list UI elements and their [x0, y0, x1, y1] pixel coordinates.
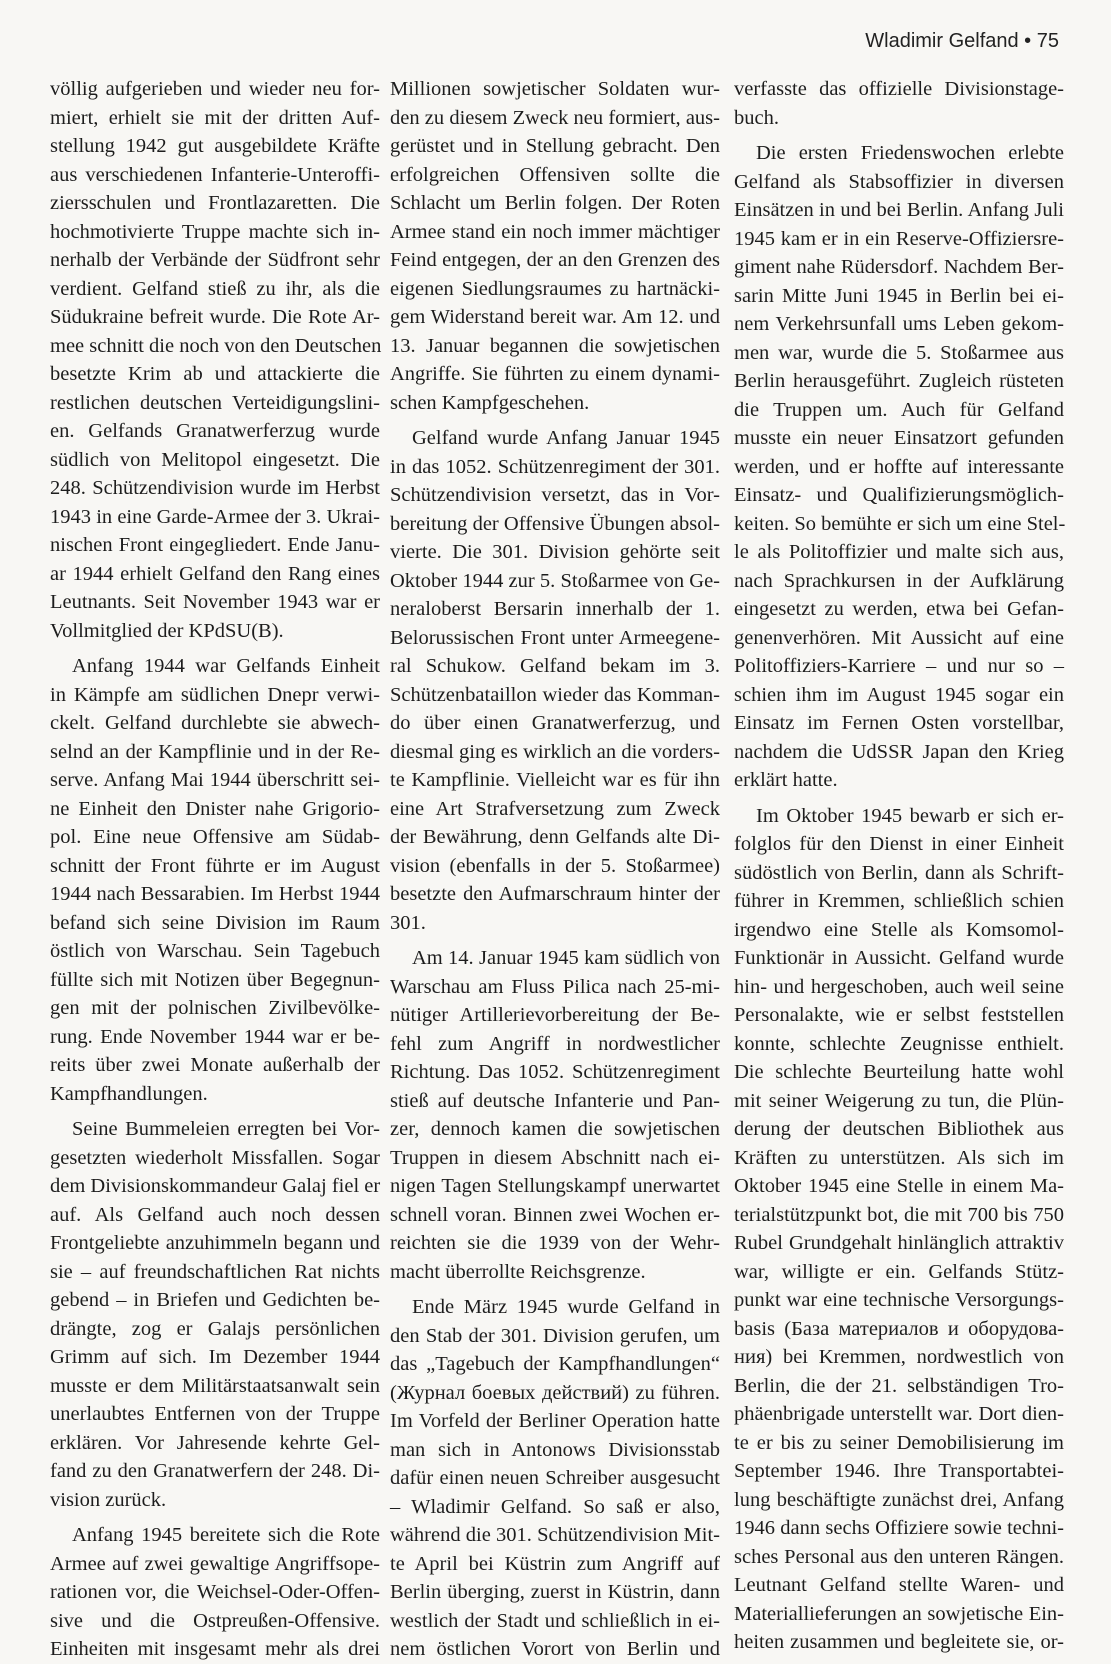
text-line: nach Sprachkursen in der Aufklärung	[734, 569, 1064, 592]
text-line: besetzte den Aufmarschraum hinter der	[390, 883, 720, 905]
text-line: eigenen Siedlungsraumes zu hartnäcki-	[390, 277, 720, 300]
text-line: Leutnant Gelfand stellte Waren- und	[734, 1574, 1064, 1596]
text-line: bereitung der Offensive Übungen absol-	[390, 512, 720, 535]
paragraph-gap	[734, 132, 1064, 139]
paragraph	[734, 75, 1064, 132]
text-line: östlich von Warschau. Sein Tagebuch	[50, 940, 380, 962]
text-line: te er bis zu seiner Demobilisierung im	[734, 1431, 1064, 1454]
text-line: hin- und hergeschoben, auch weil seine	[734, 975, 1064, 998]
text-line: konnte, schlechte Zeugnisse enthielt.	[734, 1032, 1064, 1055]
text-line: dafür einen neuen Schreiber ausgesucht	[390, 1467, 720, 1489]
text-line: verfasste das offizielle Divisionstage-	[734, 78, 1064, 100]
text-line: nütiger Artillerievorbereitung der Be-	[390, 1004, 720, 1026]
text-line: auf. Als Gelfand auch noch dessen	[50, 1203, 380, 1226]
text-line: vierte. Die 301. Division gehörte seit	[390, 541, 720, 563]
text-line: sarin Mitte Juni 1945 in Berlin bei ei-	[734, 284, 1064, 307]
text-line: Einheiten mit insgesamt mehr als drei	[50, 1638, 380, 1660]
text-line: nachdem die UdSSR Japan den Krieg	[734, 740, 1064, 763]
text-line: den zu diesem Zweck neu formiert, aus-	[390, 106, 720, 129]
text-line: die Truppen um. Auch für Gelfand	[734, 398, 1064, 421]
text-line: Rubel Grundgehalt hinlänglich attraktiv	[734, 1232, 1064, 1254]
text-line: nischen Front eingegliedert. Ende Janu-	[50, 534, 380, 556]
text-line: lung beschäftigte zunächst drei, Anfang	[734, 1488, 1064, 1511]
text-line: rung. Ende November 1944 war er be-	[50, 1025, 380, 1048]
paragraph	[390, 75, 720, 417]
text-line: führer in Kremmen, schließlich schien	[734, 890, 1064, 912]
text-line: Politoffiziers-Karriere – und nur so –	[734, 655, 1064, 677]
text-line: Schützenbataillon wieder das Komman-	[390, 683, 720, 706]
paragraph	[390, 424, 720, 937]
text-line: keiten. So bemühte er sich um eine Stel-	[734, 512, 1066, 535]
text-line: macht überrollte Reichsgrenze.	[390, 1260, 646, 1283]
text-line: Einsatz- und Qualifizierungsmöglich-	[734, 484, 1064, 506]
text-line: Schützendivision versetzt, das in Vor-	[390, 484, 720, 506]
text-line: man sich in Antonows Divisionsstab	[390, 1438, 720, 1461]
text-line: in das 1052. Schützenregiment der 301.	[390, 455, 720, 478]
paragraph	[50, 1115, 380, 1514]
text-line: reichten sie die 1939 von der Wehr-	[390, 1232, 720, 1254]
text-line: 13. Januar begannen die sowjetischen	[390, 334, 720, 357]
text-line: terialstützpunkt bot, die mit 700 bis 750	[734, 1203, 1064, 1226]
text-line: Berlin überging, zuerst in Küstrin, dann	[390, 1581, 720, 1603]
paragraph	[50, 75, 380, 645]
text-line: gen mit der polnischen Zivilbevölke-	[50, 997, 380, 1019]
text-line: vision (ebenfalls in der 5. Stoßarmee)	[390, 854, 720, 877]
text-line: werden, und er hoffte auf interessante	[734, 455, 1064, 478]
text-line: Frontgeliebte anzuhimmeln begann und	[50, 1232, 380, 1254]
text-line: Die ersten Friedenswochen erlebte	[756, 142, 1064, 164]
paragraph-gap	[390, 1286, 720, 1293]
paragraph	[50, 1521, 380, 1664]
text-line: zer, dennoch kamen die sowjetischen	[390, 1118, 720, 1140]
text-line: unerlaubtes Entfernen von der Truppe	[50, 1403, 380, 1425]
text-line: Kräften zu unterstützen. Als sich im	[734, 1146, 1064, 1169]
text-line: fehl zum Angriff in nordwestlicher	[390, 1032, 720, 1055]
text-line: Gelfand als Stabsoffizier in diversen	[734, 170, 1064, 193]
text-line: nem östlichen Vorort von Berlin und	[390, 1638, 720, 1660]
text-line: nigen Tagen Stellungskampf unerwartet	[390, 1175, 720, 1197]
text-line: restlichen deutschen Verteidigungslini-	[50, 391, 380, 414]
text-line: basis (База материалов и оборудова-	[734, 1317, 1064, 1340]
text-line: dem Divisionskommandeur Galaj fiel er	[50, 1175, 381, 1197]
text-line: rationen vor, die Weichsel-Oder-Offen-	[50, 1581, 380, 1603]
text-line: vision zurück.	[50, 1488, 167, 1511]
text-line: ar 1944 erhielt Gelfand den Rang eines	[50, 562, 380, 585]
text-line: en. Gelfands Granatwerferzug wurde	[50, 420, 380, 442]
text-line: serve. Anfang Mai 1944 überschritt sei-	[50, 769, 380, 791]
text-line: Gelfand wurde Anfang Januar 1945	[412, 427, 720, 449]
text-line: war, willigte er ein. Gelfands Stütz-	[734, 1260, 1064, 1283]
text-line: le als Politoffizier und malte sich aus,	[734, 541, 1064, 563]
text-line: Warschau am Fluss Pilica nach 25-mi-	[390, 975, 720, 998]
text-line: 1945 kam er in ein Reserve-Offiziersre-	[734, 227, 1064, 250]
text-line: ne Einheit den Dnister nahe Grigorio-	[50, 797, 380, 820]
text-line: Oktober 1945 eine Stelle in einem Ma-	[734, 1175, 1064, 1197]
text-line: musste er dem Militärstaatsanwalt sein	[50, 1374, 380, 1397]
text-line: punkt war eine technische Versorgungs-	[734, 1289, 1064, 1311]
text-line: erklärt hatte.	[734, 769, 838, 791]
text-line: derung der deutschen Bibliothek aus	[734, 1118, 1064, 1140]
text-line: gerüstet und in Stellung gebracht. Den	[390, 135, 720, 157]
text-line: ния) bei Kremmen, nordwestlich von	[734, 1346, 1064, 1368]
text-line: 1944 nach Bessarabien. Im Herbst 1944	[50, 883, 380, 905]
text-line: ckelt. Gelfand durchlebte sie abwech-	[50, 712, 380, 734]
text-line: Kampfhandlungen.	[50, 1082, 208, 1105]
text-line: Am 14. Januar 1945 kam südlich von	[412, 947, 720, 969]
text-line: do über einen Granatwerferzug, und	[390, 712, 720, 734]
text-line: fand zu den Granatwerfern der 248. Di-	[50, 1460, 380, 1482]
paragraph	[390, 944, 720, 1286]
text-line: Einsätzen in und bei Berlin. Anfang Juli	[734, 199, 1064, 221]
text-line: Schlacht um Berlin folgen. Der Roten	[390, 192, 720, 214]
text-line: Ende März 1945 wurde Gelfand in	[412, 1296, 720, 1318]
text-line: Richtung. Das 1052. Schützenregiment	[390, 1061, 720, 1083]
text-line: (Журнал боевых действий) zu führen.	[390, 1381, 720, 1404]
text-line: Truppen in diesem Abschnitt nach ei-	[390, 1146, 720, 1169]
text-line: südlich von Melitopol eingesetzt. Die	[50, 448, 380, 471]
text-line: das „Tagebuch der Kampfhandlungen“	[390, 1353, 720, 1375]
paragraph-gap	[734, 795, 1064, 802]
text-line: reits über zwei Monate außerhalb der	[50, 1054, 380, 1076]
text-column-3	[734, 75, 1064, 1657]
text-line: Vollmitglied der KPdSU(B).	[50, 619, 284, 642]
text-line: während die 301. Schützendivision Mit-	[390, 1524, 720, 1546]
text-line: ziersschulen und Frontlazaretten. Die	[50, 192, 380, 214]
text-line: gem Widerstand bereit war. Am 12. und	[390, 306, 720, 328]
text-line: Seine Bummeleien erregten bei Vor-	[72, 1118, 380, 1140]
text-line: Armee auf zwei gewaltige Angriffsope-	[50, 1552, 380, 1575]
running-head: Wladimir Gelfand • 75	[865, 30, 1059, 52]
text-line: gebend – in Briefen und Gedichten be-	[50, 1289, 380, 1311]
text-line: Millionen sowjetischer Soldaten wur-	[390, 78, 720, 100]
paragraph-gap	[50, 1108, 380, 1115]
text-line: aus verschiedenen Infanterie-Unteroffi-	[50, 163, 380, 186]
paragraph	[734, 139, 1064, 795]
text-line: in Kämpfe am südlichen Dnepr verwi-	[50, 683, 380, 706]
paragraph-gap	[50, 645, 380, 652]
text-line: Leutnants. Seit November 1943 war er	[50, 591, 380, 613]
text-line: füllte sich mit Notizen über Begegnun-	[50, 968, 380, 991]
text-line: Im Oktober 1945 bewarb er sich er-	[756, 804, 1064, 827]
text-line: schnitt der Front führte er im August	[50, 854, 380, 877]
paragraph	[50, 652, 380, 1108]
text-column-1	[50, 75, 380, 1664]
text-column-2	[390, 75, 720, 1664]
text-line: pol. Eine neue Offensive am Südab-	[50, 826, 380, 848]
text-line: Personalakte, wie er selbst feststellen	[734, 1004, 1064, 1026]
text-line: buch.	[734, 106, 779, 129]
text-line: 1946 dann sechs Offiziere sowie techni-	[734, 1517, 1064, 1539]
text-line: sive und die Ostpreußen-Offensive.	[50, 1609, 380, 1632]
text-line: 248. Schützendivision wurde im Herbst	[50, 477, 380, 499]
text-line: verdient. Gelfand stieß zu ihr, als die	[50, 277, 380, 300]
paragraph	[734, 802, 1064, 1657]
text-line: gesetzten wiederholt Missfallen. Sogar	[50, 1146, 380, 1169]
text-line: men war, wurde die 5. Stoßarmee aus	[734, 341, 1064, 364]
text-line: stieß auf deutsche Infanterie und Pan-	[390, 1089, 720, 1112]
text-line: musste ein neuer Einsatzort gefunden	[734, 427, 1064, 449]
text-line: Berlin herausgeführt. Zugleich rüsteten	[734, 370, 1064, 392]
text-line: Funktionär in Aussicht. Gelfand wurde	[734, 947, 1064, 969]
text-line: hochmotivierte Truppe machte sich in-	[50, 220, 380, 243]
paragraph-gap	[390, 417, 720, 424]
text-line: Die schlechte Beurteilung hatte wohl	[734, 1061, 1064, 1083]
text-line: Feind entgegen, der an den Grenzen des	[390, 249, 720, 271]
text-line: Armee stand ein noch immer mächtiger	[390, 220, 720, 243]
text-line: mee schnitt die noch von den Deutschen	[50, 334, 382, 357]
text-line: der Bewährung, denn Gelfands alte Di-	[390, 826, 720, 848]
text-line: folglos für den Dienst in einer Einheit	[734, 833, 1064, 855]
text-line: Berlin, die der 21. selbständigen Tro-	[734, 1374, 1064, 1397]
text-line: Oktober 1944 zur 5. Stoßarmee von Ge-	[390, 569, 720, 592]
text-line: Anfang 1944 war Gelfands Einheit	[72, 655, 380, 677]
text-line: eine Art Strafversetzung zum Zweck	[390, 797, 720, 820]
text-line: eingesetzt zu werden, etwa bei Gefan-	[734, 598, 1064, 620]
text-line: 301.	[390, 911, 426, 934]
text-line: Angriffe. Sie führten zu einem dynami-	[390, 363, 720, 385]
text-line: Südukraine befreit wurde. Die Rote Ar-	[50, 306, 380, 328]
paragraph	[390, 1293, 720, 1664]
text-line: völlig aufgerieben und wieder neu for-	[50, 78, 380, 100]
text-line: neraloberst Bersarin innerhalb der 1.	[390, 598, 720, 620]
text-line: heiten zusammen und begleitete sie, or-	[734, 1631, 1064, 1653]
paragraph-gap	[390, 937, 720, 944]
text-line: genenverhören. Mit Aussicht auf eine	[734, 626, 1064, 649]
text-line: te Kampflinie. Vielleicht war es für ihn	[390, 769, 720, 791]
text-line: 1943 in eine Garde-Armee der 3. Ukrai-	[50, 505, 380, 528]
text-line: ral Schukow. Gelfand bekam im 3.	[390, 655, 720, 677]
text-line: te April bei Küstrin zum Angriff auf	[390, 1552, 720, 1575]
text-line: westlich der Stadt und schließlich in ei-	[390, 1609, 720, 1632]
text-line: Im Vorfeld der Berliner Operation hatte	[390, 1410, 720, 1432]
text-line: selnd an der Kampflinie und in der Re-	[50, 740, 380, 763]
text-line: phäenbrigade unterstellt war. Dort dien-	[734, 1403, 1064, 1425]
text-line: Anfang 1945 bereitete sich die Rote	[72, 1524, 380, 1546]
text-line: besetzte Krim ab und attackierte die	[50, 363, 380, 385]
text-line: nerhalb der Verbände der Südfront sehr	[50, 249, 380, 271]
text-line: befand sich seine Division im Raum	[50, 911, 380, 934]
text-line: schen Kampfgeschehen.	[390, 391, 590, 414]
text-line: sie – auf freundschaftlichen Rat nichts	[50, 1260, 380, 1283]
text-line: drängte, zog er Galajs persönlichen	[50, 1317, 380, 1340]
text-line: nem Verkehrsunfall ums Leben gekom-	[734, 313, 1064, 335]
text-line: Materiallieferungen an sowjetische Ein-	[734, 1602, 1064, 1625]
text-line: – Wladimir Gelfand. So saß er also,	[390, 1495, 720, 1518]
text-line: irgendwo eine Stelle als Komsomol-	[734, 918, 1064, 941]
text-line: Belorussischen Front unter Armeegene-	[390, 626, 720, 649]
text-line: diesmal ging es wirklich an die vorders-	[390, 740, 720, 763]
text-line: erfolgreichen Offensiven sollte die	[390, 163, 720, 186]
text-line: Einsatz im Fernen Osten vorstellbar,	[734, 712, 1064, 734]
text-line: sches Personal aus den unteren Rängen.	[734, 1545, 1064, 1568]
text-line: schien ihm im August 1945 sogar ein	[734, 683, 1064, 706]
paragraph-gap	[50, 1514, 380, 1521]
text-line: schnell voran. Binnen zwei Wochen er-	[390, 1203, 720, 1226]
text-line: September 1946. Ihre Transportabtei-	[734, 1460, 1064, 1482]
text-line: den Stab der 301. Division gerufen, um	[390, 1324, 720, 1347]
text-line: giment nahe Rüdersdorf. Nachdem Ber-	[734, 256, 1064, 278]
text-line: Grimm auf sich. Im Dezember 1944	[50, 1346, 380, 1368]
text-line: erklären. Vor Jahresende kehrte Gel-	[50, 1431, 380, 1454]
text-line: miert, erhielt sie mit der dritten Auf-	[50, 106, 380, 129]
text-line: stellung 1942 gut ausgebildete Kräfte	[50, 135, 380, 157]
text-line: südöstlich von Berlin, dann als Schrift-	[734, 861, 1064, 884]
text-line: mit seiner Weigerung zu tun, die Plün-	[734, 1089, 1064, 1112]
